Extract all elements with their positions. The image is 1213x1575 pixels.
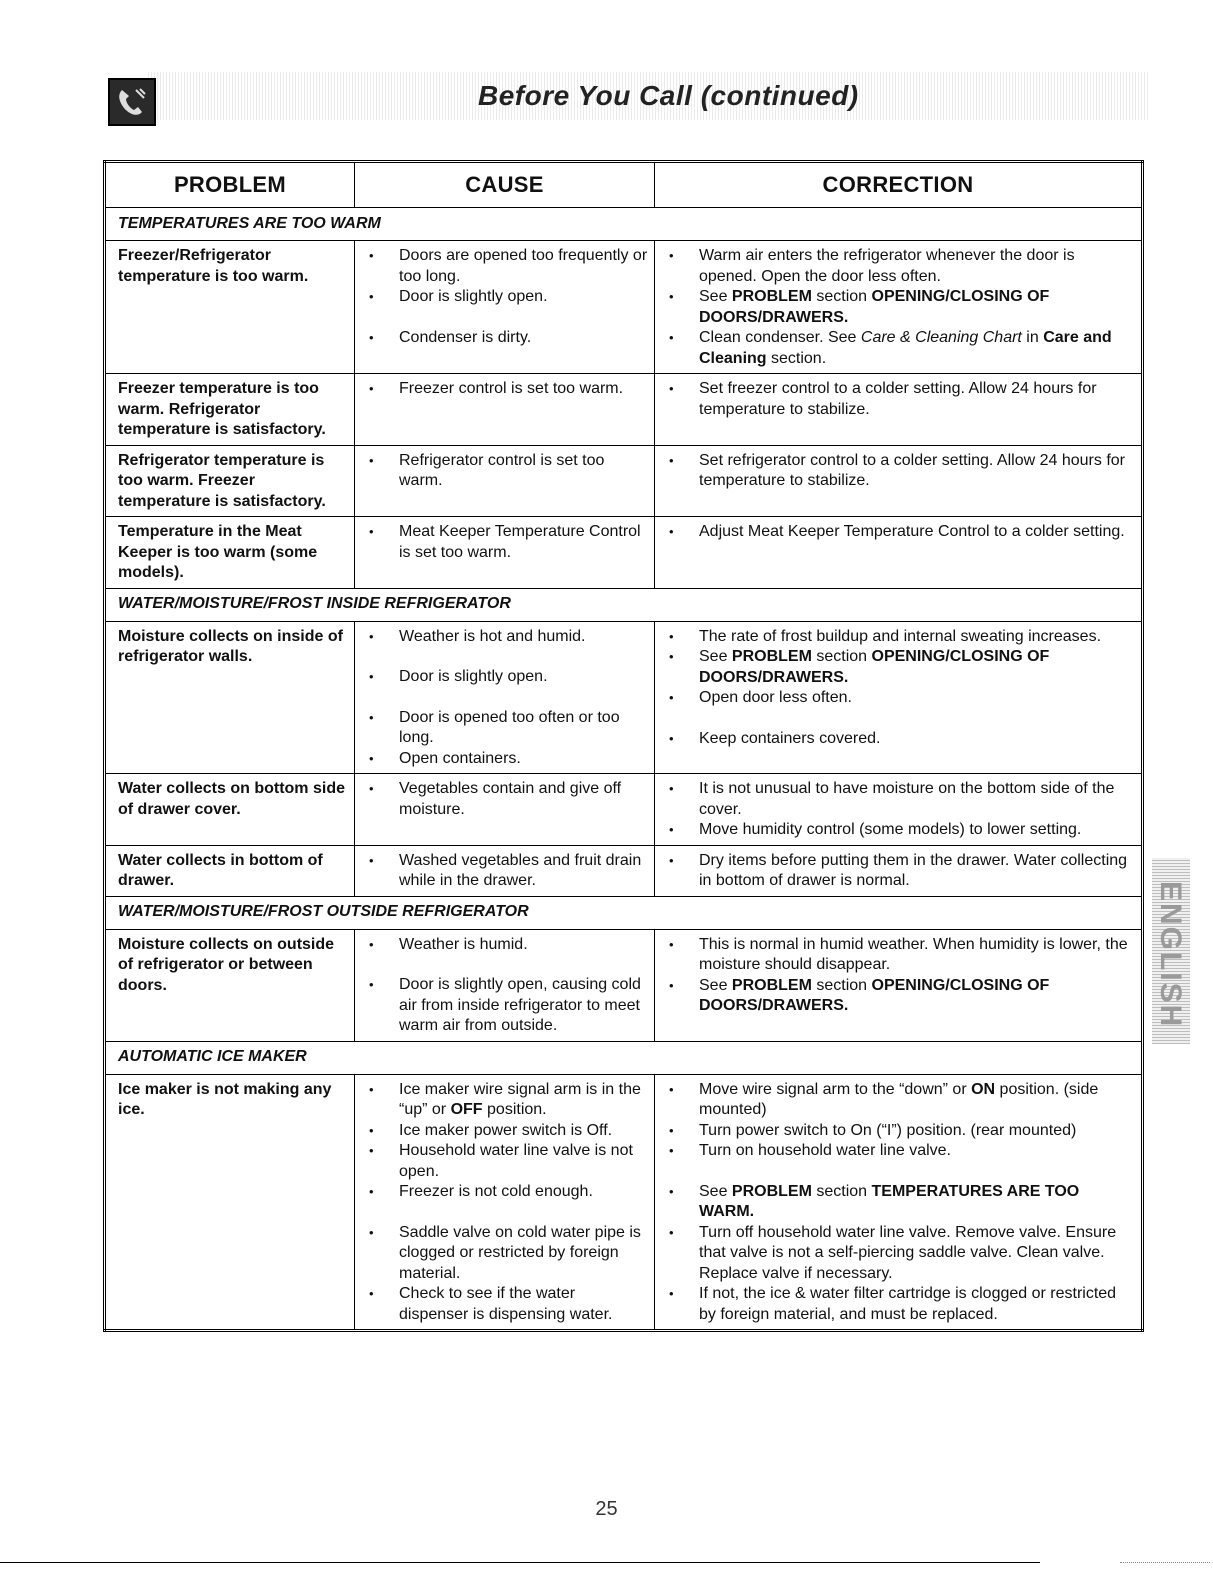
correction-list	[665, 851, 1135, 892]
problem-cell: Water collects on bottom side of drawer cover.	[105, 774, 355, 846]
cause-item: • Meat Keeper Temperature Control is set too warm.	[365, 522, 648, 563]
correction-cell	[655, 929, 1143, 1041]
language-tab-label: ENGLISH	[1154, 881, 1187, 1029]
correction-item: • Open door less often.	[665, 688, 1135, 709]
section-title: WATER/MOISTURE/FROST INSIDE REFRIGERATOR	[105, 588, 1143, 621]
problem-cell: Moisture collects on inside of refrigerator walls.	[105, 621, 355, 774]
cause-item: • Condenser is dirty.	[365, 328, 648, 349]
cause-cell	[355, 445, 655, 517]
correction-list	[665, 779, 1135, 841]
correction-item: • Set freezer control to a colder setting. Allow 24 hours for temperature to stabilize.	[665, 379, 1135, 420]
cause-cell	[355, 929, 655, 1041]
section-row	[105, 896, 1143, 929]
correction-list	[665, 1080, 1135, 1326]
problem-cell: Temperature in the Meat Keeper is too warm (some models).	[105, 517, 355, 589]
correction-item: • It is not unusual to have moisture on the bottom side of the cover.	[665, 779, 1135, 820]
cause-item: • Washed vegetables and fruit drain while in the drawer.	[365, 851, 648, 892]
correction-item: • Clean condenser. See Care & Cleaning Chart in Care and Cleaning section.	[665, 328, 1135, 369]
cause-list	[365, 851, 648, 892]
cause-item: • Doors are opened too frequently or too long.	[365, 246, 648, 287]
correction-item: • See PROBLEM section OPENING/CLOSING OF DOORS/DRAWERS.	[665, 287, 1135, 328]
section-row	[105, 1041, 1143, 1074]
correction-cell	[655, 517, 1143, 589]
cause-item: • Door is slightly open.	[365, 667, 648, 688]
table-header-row	[105, 162, 1143, 208]
section-row	[105, 588, 1143, 621]
correction-cell	[655, 621, 1143, 774]
cause-item: • Weather is hot and humid.	[365, 627, 648, 648]
cause-cell	[355, 774, 655, 846]
problem-cell: Water collects in bottom of drawer.	[105, 845, 355, 896]
correction-item: • See PROBLEM section TEMPERATURES ARE TOO WARM.	[665, 1182, 1135, 1223]
cause-item: • Door is opened too often or too long.	[365, 708, 648, 749]
cause-item: • Ice maker power switch is Off.	[365, 1121, 648, 1142]
correction-cell	[655, 845, 1143, 896]
problem-cell: Freezer/Refrigerator temperature is too warm.	[105, 241, 355, 374]
correction-list	[665, 379, 1135, 420]
correction-cell	[655, 1074, 1143, 1331]
correction-item: • This is normal in humid weather. When humidity is lower, the moisture should disappear.	[665, 935, 1135, 976]
problem-cell: Ice maker is not making any ice.	[105, 1074, 355, 1331]
cause-list	[365, 522, 648, 563]
cause-item: • Open containers.	[365, 749, 648, 770]
column-header-cause: CAUSE	[355, 162, 655, 208]
cause-cell	[355, 1074, 655, 1331]
table-row	[105, 445, 1143, 517]
phone-icon	[108, 78, 156, 126]
cause-item: • Door is slightly open, causing cold air from inside refrigerator to meet warm air from outside.	[365, 975, 648, 1037]
correction-item: • See PROBLEM section OPENING/CLOSING OF DOORS/DRAWERS.	[665, 647, 1135, 688]
cause-item: • Check to see if the water dispenser is dispensing water.	[365, 1284, 648, 1325]
table-row	[105, 374, 1143, 446]
column-header-problem: PROBLEM	[105, 162, 355, 208]
column-header-correction: CORRECTION	[655, 162, 1143, 208]
correction-item: • If not, the ice & water filter cartridge is clogged or restricted by foreign material, and must be replaced.	[665, 1284, 1135, 1325]
correction-item: • The rate of frost buildup and internal sweating increases.	[665, 627, 1135, 648]
correction-item: • Warm air enters the refrigerator whenever the door is opened. Open the door less often.	[665, 246, 1135, 287]
cause-cell	[355, 241, 655, 374]
correction-list	[665, 246, 1135, 369]
problem-cell: Refrigerator temperature is too warm. Freezer temperature is satisfactory.	[105, 445, 355, 517]
table-row	[105, 845, 1143, 896]
section-title: WATER/MOISTURE/FROST OUTSIDE REFRIGERATOR	[105, 896, 1143, 929]
correction-list	[665, 451, 1135, 492]
correction-item: • Move humidity control (some models) to lower setting.	[665, 820, 1135, 841]
problem-cell: Moisture collects on outside of refrigerator or between doors.	[105, 929, 355, 1041]
problem-cell: Freezer temperature is too warm. Refrigerator temperature is satisfactory.	[105, 374, 355, 446]
page-title: Before You Call (continued)	[478, 80, 859, 111]
cause-list	[365, 1080, 648, 1326]
cause-item: • Saddle valve on cold water pipe is clogged or restricted by foreign material.	[365, 1223, 648, 1285]
cause-item: • Freezer control is set too warm.	[365, 379, 648, 400]
cause-list	[365, 379, 648, 400]
correction-item: • See PROBLEM section OPENING/CLOSING OF DOORS/DRAWERS.	[665, 976, 1135, 1017]
correction-cell	[655, 774, 1143, 846]
correction-item: • Set refrigerator control to a colder setting. Allow 24 hours for temperature to stabilize.	[665, 451, 1135, 492]
correction-item: • Keep containers covered.	[665, 729, 1135, 750]
correction-list	[665, 522, 1135, 543]
cause-item: • Household water line valve is not open.	[365, 1141, 648, 1182]
table-row	[105, 1074, 1143, 1331]
cause-item: • Freezer is not cold enough.	[365, 1182, 648, 1203]
correction-cell	[655, 445, 1143, 517]
table-row	[105, 929, 1143, 1041]
correction-item: • Turn power switch to On (“I”) position. (rear mounted)	[665, 1121, 1135, 1142]
cause-cell	[355, 374, 655, 446]
page-header	[108, 68, 1148, 128]
correction-item: • Move wire signal arm to the “down” or ON position. (side mounted)	[665, 1080, 1135, 1121]
cause-item: • Door is slightly open.	[365, 287, 648, 308]
bottom-rule	[0, 1562, 1040, 1563]
cause-list	[365, 246, 648, 348]
correction-item: • Adjust Meat Keeper Temperature Control to a colder setting.	[665, 522, 1135, 543]
bottom-dots	[1120, 1562, 1210, 1563]
correction-item: • Turn off household water line valve. Remove valve. Ensure that valve is not a self-piercing saddle valve. Clean valve. Replace valve if necessary.	[665, 1223, 1135, 1285]
table-row	[105, 241, 1143, 374]
section-title: AUTOMATIC ICE MAKER	[105, 1041, 1143, 1074]
section-row	[105, 208, 1143, 241]
correction-cell	[655, 241, 1143, 374]
correction-cell	[655, 374, 1143, 446]
table-row	[105, 517, 1143, 589]
cause-item: • Refrigerator control is set too warm.	[365, 451, 648, 492]
cause-cell	[355, 845, 655, 896]
cause-list	[365, 627, 648, 770]
correction-list	[665, 935, 1135, 1017]
section-title: TEMPERATURES ARE TOO WARM	[105, 208, 1143, 241]
cause-list	[365, 935, 648, 1037]
cause-item: • Vegetables contain and give off moisture.	[365, 779, 648, 820]
cause-list	[365, 779, 648, 820]
table-row	[105, 774, 1143, 846]
troubleshooting-table	[103, 160, 1144, 1332]
page-number: 25	[595, 1498, 618, 1520]
correction-list	[665, 627, 1135, 750]
correction-item: • Turn on household water line valve.	[665, 1141, 1135, 1162]
cause-cell	[355, 517, 655, 589]
correction-item: • Dry items before putting them in the drawer. Water collecting in bottom of drawer is normal.	[665, 851, 1135, 892]
cause-item: • Weather is humid.	[365, 935, 648, 956]
cause-item: • Ice maker wire signal arm is in the “up” or OFF position.	[365, 1080, 648, 1121]
cause-cell	[355, 621, 655, 774]
cause-list	[365, 451, 648, 492]
table-row	[105, 621, 1143, 774]
